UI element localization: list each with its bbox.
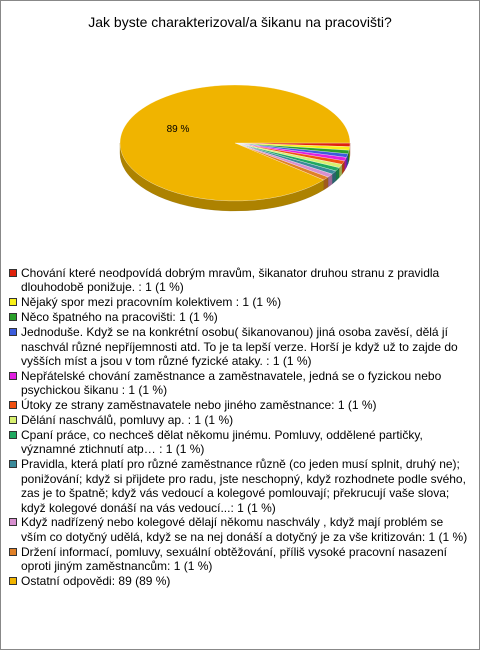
legend-label: Něco špatného na pracovišti: 1 (1 %): [21, 310, 218, 325]
legend-label: Cpaní práce, co nechceš dělat někomu jinému. Pomluvy, oddělené partičky, významné ztichnutí atp… : 1 (1 %): [21, 427, 423, 457]
pie-slice-12: [120, 85, 350, 201]
legend-item: [9, 457, 471, 515]
legend-item: [9, 310, 471, 324]
legend-label: Dělání naschválů, pomluvy ap. : 1 (1 %): [21, 413, 234, 428]
legend-item: [9, 398, 471, 412]
legend-label: Útoky ze strany zaměstnavatele nebo jiného zaměstnance: 1 (1 %): [21, 398, 377, 413]
legend-label: Držení informací, pomluvy, sexuální obtěžování, příliš vysoké pracovní nasazení oproti jiným zaměstnancům: 1 (1 %): [21, 544, 447, 574]
legend-label: Jednoduše. Když se na konkrétní osobu( šikanovanou) jiná osoba zavěsí, dělá jí naschvál různé nepříjemnosti atd. To je ta lepší verze. Horší je když už to zajde do vyšších míst a jsou v tom různé fyzické ataky. : 1 (1 %): [21, 325, 458, 368]
legend-label: Pravidla, která platí pro různé zaměstnance různě (co jeden musí splnit, druhý ne); ponižování; když si přijdete pro radu, jste neschopný, když rozhodnete podle svého, zas je to špatně; když vás vedoucí a kolegové pomlouvají; překrucují vaše slova; když kolegové donáší na vás vedoucí...: 1 (1 %): [21, 457, 466, 515]
legend-swatch: [9, 401, 17, 409]
legend-swatch: [9, 577, 17, 585]
legend-item: [9, 266, 471, 295]
legend-swatch: [9, 372, 17, 380]
legend-item: [9, 295, 471, 309]
chart-title: Jak byste charakterizoval/a šikanu na pracovišti?: [88, 14, 392, 30]
pie-top: [120, 85, 350, 201]
legend-swatch: [9, 460, 17, 468]
legend-swatch: [9, 416, 17, 424]
legend-label: Chování které neodpovídá dobrým mravům, šikanator druhou stranu z pravidla dlouhodobě ponižuje. : 1 (1 %): [21, 266, 440, 295]
legend-swatch: [9, 548, 17, 556]
legend-item: [9, 413, 471, 427]
legend-item: [9, 325, 471, 368]
legend-label: Nepřátelské chování zaměstnance a zaměstnavatele, jedná se o fyzickou nebo psychickou šikanu : 1 (1 %): [21, 368, 442, 398]
legend-label: Když nadřízený nebo kolegové dělají někomu naschvály , když mají problém se vším co dotyčný udělá, když se na nej donáší a dotyčný je za vše kritizován: 1 (1 %): [21, 515, 468, 544]
legend-item: [9, 515, 471, 544]
legend-item: [9, 574, 471, 588]
legend: [9, 266, 471, 589]
legend-swatch: [9, 298, 17, 306]
legend-swatch: [9, 269, 17, 277]
legend-item: [9, 428, 471, 457]
data-label-ostatni: 89 %: [166, 124, 190, 135]
legend-label: Ostatní odpovědi: 89 (89 %): [21, 574, 171, 589]
legend-item: [9, 545, 471, 574]
legend-swatch: [9, 328, 17, 336]
legend-swatch: [9, 518, 17, 526]
pie-chart: [1, 1, 479, 261]
legend-item: [9, 369, 471, 398]
legend-swatch: [9, 313, 17, 321]
legend-swatch: [9, 431, 17, 439]
legend-label: Nějaký spor mezi pracovním kolektivem : 1 (1 %): [21, 295, 282, 310]
